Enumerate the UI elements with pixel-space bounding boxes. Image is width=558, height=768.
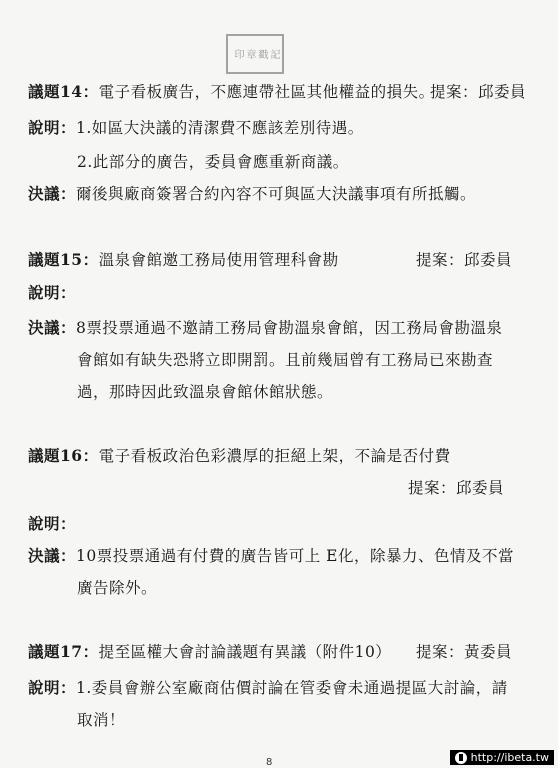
official-seal-stamp: 印 章 戳 記 bbox=[226, 34, 284, 74]
resolution-text: 爾後與廠商簽署合約內容不可與區大決議事項有所抵觸。 bbox=[76, 185, 477, 203]
resolution-text: 8票投票通過不邀請工務局會勘溫泉會館，因工務局會勘溫泉 bbox=[76, 319, 503, 337]
item-17-label: 議題17： bbox=[28, 642, 99, 661]
item-17-title bbox=[28, 640, 391, 662]
item-14-text: 電子看板廣告，不應連帶社區其他權益的損失。 bbox=[98, 83, 435, 101]
item-14-resolution bbox=[28, 182, 476, 204]
explanation-text: 1.如區大決議的清潔費不應該差別待遇。 bbox=[76, 119, 364, 137]
item-16-resolution-1 bbox=[28, 544, 514, 566]
explanation-label: 說明： bbox=[28, 118, 77, 137]
item-15-resolution-2: 會館如有缺失恐將立即開罰。且前幾屆曾有工務局已來勘查 bbox=[77, 351, 494, 369]
item-16-proposer: 提案：邱委員 bbox=[408, 479, 505, 497]
resolution-label: 決議： bbox=[28, 546, 77, 565]
item-15-proposer: 提案：邱委員 bbox=[416, 251, 513, 269]
item-14-proposer: 提案：邱委員 bbox=[430, 83, 527, 101]
item-17-explanation-1 bbox=[28, 676, 508, 698]
item-14-title bbox=[28, 80, 435, 102]
item-14-explanation-2: 2.此部分的廣告，委員會應重新商議。 bbox=[77, 153, 349, 171]
explanation-label: 說明： bbox=[28, 514, 77, 533]
item-16-explanation bbox=[28, 512, 76, 534]
item-16-title bbox=[28, 444, 451, 466]
site-watermark bbox=[450, 750, 554, 765]
item-17-proposer: 提案：黃委員 bbox=[416, 643, 513, 661]
item-17-explanation-2: 取消！ bbox=[77, 711, 126, 729]
explanation-text: 1.委員會辦公室廠商估價討論在管委會未通過提區大討論，請 bbox=[76, 679, 508, 697]
item-16-label: 議題16： bbox=[28, 446, 99, 465]
item-15-label: 議題15： bbox=[28, 250, 99, 269]
explanation-label: 說明： bbox=[28, 283, 77, 302]
resolution-text: 10票投票通過有付費的廣告皆可上 E化，除暴力、色情及不當 bbox=[76, 547, 514, 565]
explanation-label: 說明： bbox=[28, 678, 77, 697]
item-17-text: 提至區權大會討論議題有異議（附件10） bbox=[98, 643, 392, 661]
item-16-text: 電子看板政治色彩濃厚的拒絕上架，不論是否付費 bbox=[98, 447, 451, 465]
watermark-logo-icon bbox=[455, 752, 467, 764]
resolution-label: 決議： bbox=[28, 318, 77, 337]
item-14-label: 議題14： bbox=[28, 82, 99, 101]
item-15-title bbox=[28, 248, 339, 270]
item-15-explanation bbox=[28, 281, 76, 303]
item-16-resolution-2: 廣告除外。 bbox=[77, 579, 158, 597]
item-15-resolution-3: 過，那時因此致溫泉會館休館狀態。 bbox=[77, 383, 334, 401]
page-number: 8 bbox=[266, 757, 273, 768]
watermark-text: http://ibeta.tw bbox=[470, 751, 549, 764]
item-14-explanation-1 bbox=[28, 116, 364, 138]
item-15-resolution-1 bbox=[28, 316, 502, 338]
resolution-label: 決議： bbox=[28, 184, 77, 203]
item-15-text: 溫泉會館邀工務局使用管理科會勘 bbox=[98, 251, 339, 269]
